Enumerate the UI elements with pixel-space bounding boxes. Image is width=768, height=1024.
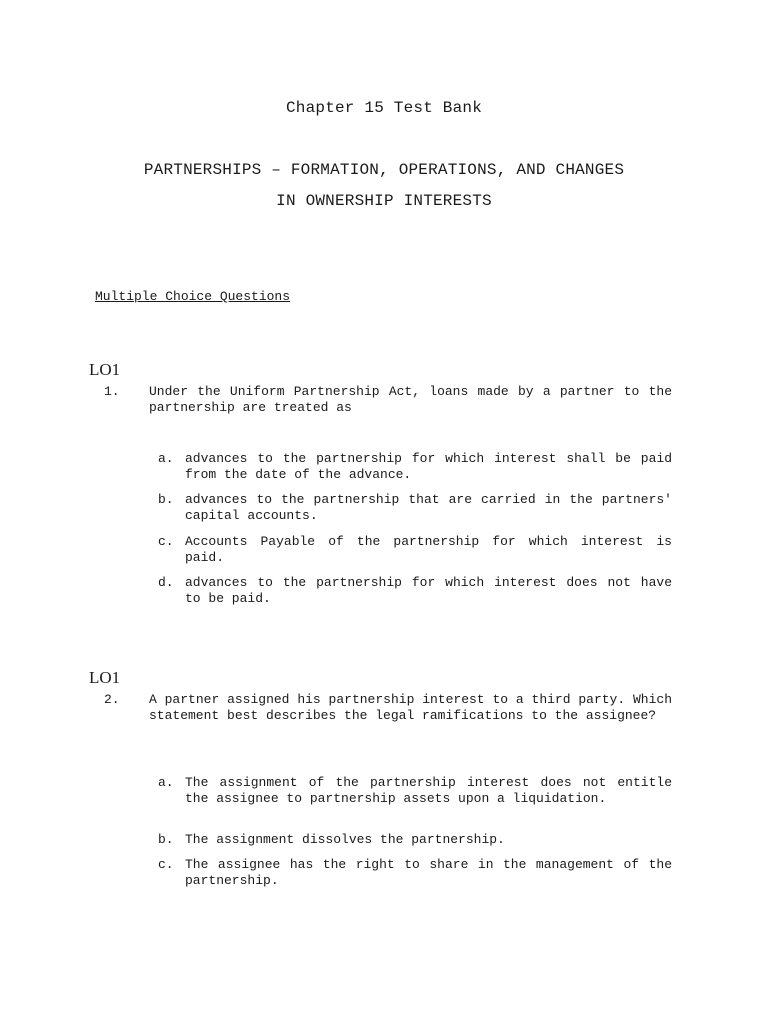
option-letter: a. — [158, 451, 174, 466]
option-text: Accounts Payable of the partnership for which interest is paid. — [185, 534, 672, 565]
question-number: 2. — [104, 692, 120, 707]
document-subtitle-line-1: PARTNERSHIPS – FORMATION, OPERATIONS, AND CHANGES — [143, 161, 625, 179]
learning-objective-label: LO1 — [89, 360, 121, 379]
option-text: The assignment of the partnership interest does not entitle the assignee to partnership assets upon a liquidation. — [185, 775, 672, 806]
question-text: A partner assigned his partnership interest to a third party. Which statement best describes the legal ramifications to the assignee? — [149, 692, 672, 723]
option-letter: c. — [158, 534, 174, 549]
question-text: Under the Uniform Partnership Act, loans made by a partner to the partnership are treated as — [149, 384, 672, 415]
option-letter: a. — [158, 775, 174, 790]
option-text: advances to the partnership for which interest shall be paid from the date of the advance. — [185, 451, 672, 482]
option-text: The assignment dissolves the partnership. — [185, 832, 505, 847]
option-letter: b. — [158, 492, 174, 507]
option-letter: c. — [158, 857, 174, 872]
learning-objective-label: LO1 — [89, 668, 121, 687]
question-number: 1. — [104, 384, 120, 399]
chapter-title: Chapter 15 Test Bank — [285, 99, 483, 117]
option-text: advances to the partnership for which interest does not have to be paid. — [185, 575, 672, 606]
section-heading: Multiple Choice Questions — [95, 289, 291, 304]
option-text: The assignee has the right to share in the management of the partnership. — [185, 857, 672, 888]
option-text: advances to the partnership that are carried in the partners' capital accounts. — [185, 492, 672, 523]
option-letter: d. — [158, 575, 174, 590]
document-subtitle-line-2: IN OWNERSHIP INTERESTS — [276, 192, 492, 210]
option-letter: b. — [158, 832, 174, 847]
